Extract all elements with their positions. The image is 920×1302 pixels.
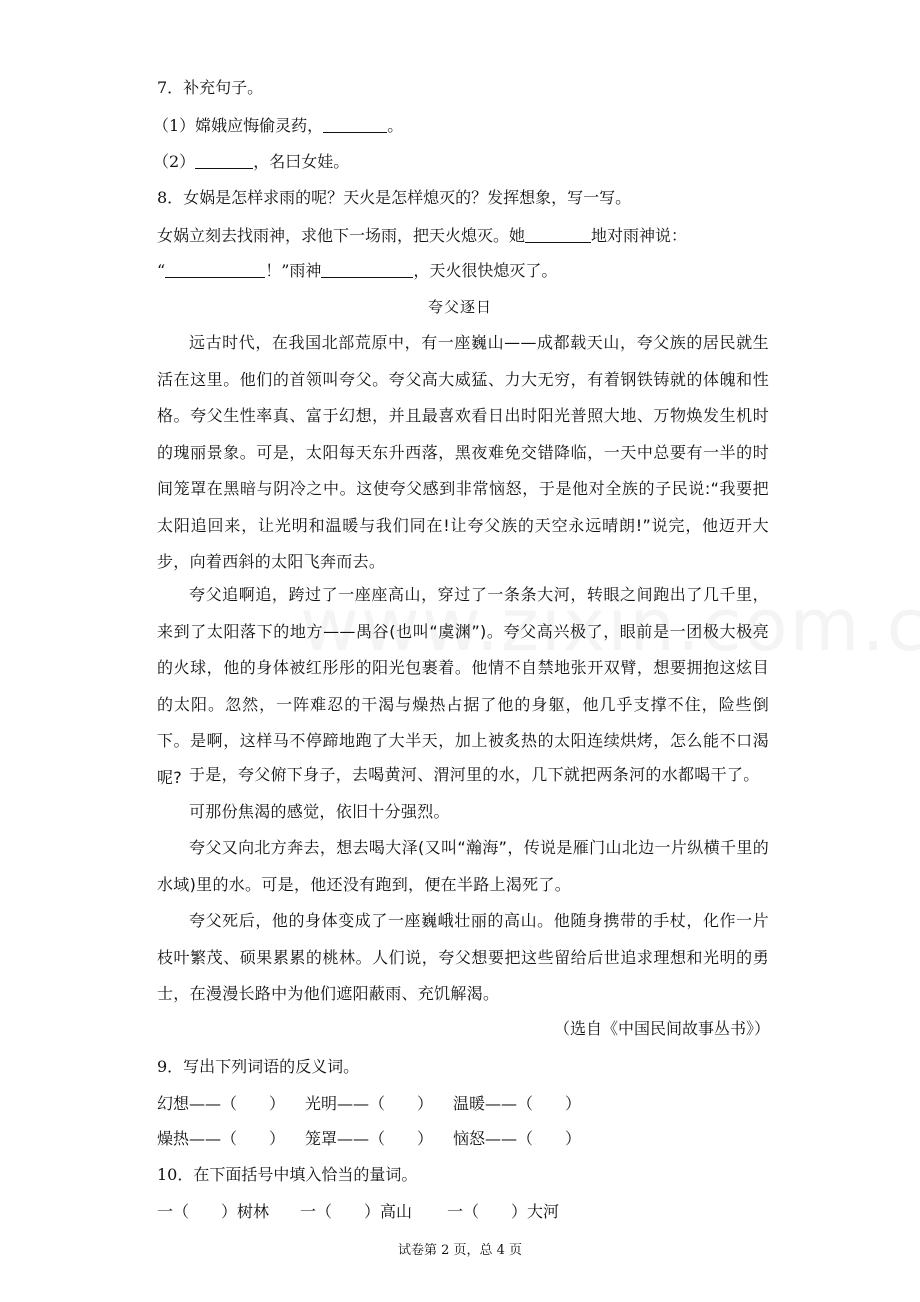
- story-source: （选自《中国民间故事丛书》）: [553, 1019, 770, 1038]
- q8-l1-blank[interactable]: [525, 226, 591, 243]
- q9-item[interactable]: 光明——（ ）: [305, 1094, 434, 1113]
- q8-l2-a: “: [157, 261, 166, 280]
- story-paragraph-2: 夸父追啊追，跨过了一座座高山，穿过了一条条大河，转眼之间跑出了几千里，来到了太阳落下的地方——禺谷(也叫“虞渊”)。夸父高兴极了，眼前是一团极大极亮的火球，他的身体被红彤彤的阳光包裹着。他情不自禁地张开双臂，想要拥抱这炫目的太阳。忽然，一阵难忍的干渴与燥热占据了他的身躯，他几乎支撑不住，险些倒下。是啊，这样马不停蹄地跑了大半天，加上被炙热的太阳连续烘烤，怎么能不口渴呢?: [157, 585, 769, 787]
- q7-s1-prefix: （1）嫦娥应悔偷灵药，: [153, 116, 324, 135]
- q10-item[interactable]: 一（ ）树林: [157, 1202, 270, 1221]
- q8-l2-blank-1[interactable]: [165, 261, 265, 278]
- story-paragraph-1: 远古时代，在我国北部荒原中，有一座巍山——成都载天山，夸父族的居民就生活在这里。他们的首领叫夸父。夸父高大威猛、力大无穷，有着钢铁铸就的体魄和性格。夸父生性率真、富于幻想，并且最喜欢看日出时阳光普照大地、万物焕发生机时的瑰丽景象。可是，太阳每天东升西落，黑夜难免交错降临，一天中总要有一半的时间笼罩在黑暗与阴冷之中。这使夸父感到非常恼怒，于是他对全族的子民说:“我要把太阳追回来，让光明和温暖与我们同在!让夸父族的天空永远晴朗!”说完，他迈开大步，向着西斜的太阳飞奔而去。: [157, 333, 769, 571]
- q9-item[interactable]: 笼罩——（ ）: [305, 1129, 434, 1148]
- q9-item[interactable]: 燥热——（ ）: [157, 1129, 286, 1148]
- q8-line-2: [157, 260, 557, 282]
- q7-sentence-2: [153, 151, 349, 173]
- q7-sentence-1: [153, 115, 403, 137]
- story-paragraph-5: 夸父又向北方奔去，想去喝大泽(又叫“瀚海”，传说是雁门山北边一片纵横千里的水域)里的水。可是，他还没有跑到，便在半路上渴死了。: [157, 838, 769, 894]
- q9-item[interactable]: 恼怒——（ ）: [453, 1129, 582, 1148]
- page-footer: 试卷第 2 页，总 4 页: [397, 1243, 523, 1258]
- q10-stem: 10．在下面括号中填入恰当的量词。: [157, 1165, 418, 1184]
- q9-item[interactable]: 温暖——（ ）: [453, 1094, 582, 1113]
- q8-stem: 8．女娲是怎样求雨的呢？天火是怎样熄灭的？发挥想象，写一写。: [157, 188, 632, 207]
- q7-s2-blank[interactable]: [195, 152, 253, 169]
- q10-item[interactable]: 一（ ）高山: [300, 1202, 413, 1221]
- q7-s2-suffix: ，名曰女娃。: [253, 152, 350, 171]
- story-paragraph-4: 可那份焦渴的感觉，依旧十分强烈。: [189, 802, 450, 821]
- story-paragraph-3: 于是，夸父俯下身子，去喝黄河、渭河里的水，几下就把两条河的水都喝干了。: [189, 765, 760, 784]
- q9-stem: 9．写出下列词语的反义词。: [157, 1057, 360, 1076]
- q8-line-1: [157, 225, 687, 247]
- q7-s1-blank[interactable]: [323, 116, 387, 133]
- q7-stem: 7．补充句子。: [157, 78, 264, 97]
- q10-item[interactable]: 一（ ）大河: [447, 1202, 560, 1221]
- q8-l2-c: ，天火很快熄灭了。: [413, 261, 558, 280]
- story-paragraph-6: 夸父死后，他的身体变成了一座巍峨壮丽的高山。他随身携带的手杖，化作一片枝叶繁茂、硕果累累的桃林。人们说，夸父想要把这些留给后世追求理想和光明的勇士，在漫漫长路中为他们遮阳蔽雨、充饥解渴。: [157, 911, 769, 1003]
- q9-item[interactable]: 幻想——（ ）: [157, 1094, 286, 1113]
- q7-s2-prefix: （2）: [153, 152, 196, 171]
- q8-l1-b: 地对雨神说：: [591, 226, 688, 245]
- q7-s1-suffix: 。: [387, 116, 404, 135]
- q8-l2-b: ！”雨神: [265, 261, 322, 280]
- story-title: 夸父逐日: [427, 298, 492, 316]
- q8-l1-a: 女娲立刻去找雨神，求他下一场雨，把天火熄灭。她: [157, 226, 526, 245]
- q8-l2-blank-2[interactable]: [321, 261, 413, 278]
